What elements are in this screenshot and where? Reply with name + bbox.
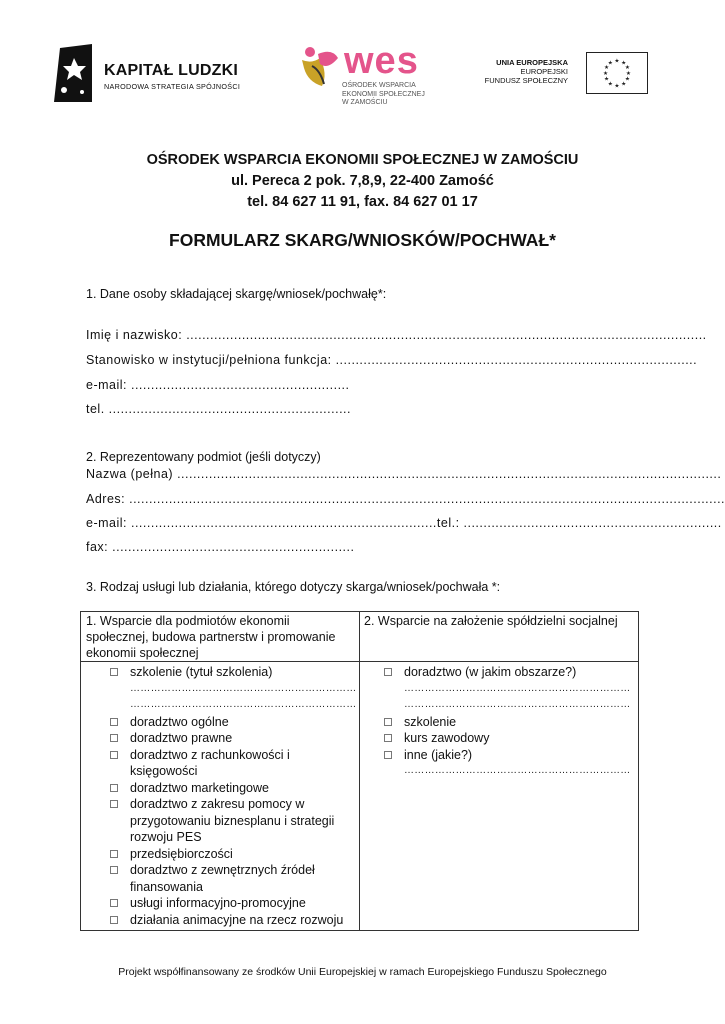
checklist-item-label: doradztwo marketingowe xyxy=(130,780,269,795)
svg-text:★: ★ xyxy=(603,70,609,77)
wes-sub-line: OŚRODEK WSPARCIA xyxy=(342,82,416,89)
org-address: ul. Pereca 2 pok. 7,8,9, 22-400 Zamość xyxy=(231,173,494,189)
checklist-item-label: usługi informacyjno-promocyjne xyxy=(130,896,306,910)
eu-text-line: UNIA EUROPEJSKA xyxy=(496,58,568,67)
checkbox-icon[interactable] xyxy=(110,800,118,808)
org-name: OŚRODEK WSPARCIA EKONOMII SPOŁECZNEJ W ZAMOŚCIU xyxy=(146,152,579,168)
svg-text:★: ★ xyxy=(621,60,627,67)
eu-flag-icon xyxy=(586,52,648,94)
checklist-item-label: doradztwo z rachunkowości i xyxy=(130,747,290,762)
checklist-item[interactable] xyxy=(384,664,634,714)
footer-note: Projekt współfinansowany ze środków Unii Europejskiej w ramach Europejskiego Funduszu Społecznego xyxy=(118,966,607,978)
wes-logo-subtitle xyxy=(342,82,432,108)
section1-heading: 1. Dane osoby składającej skargę/wniosek/pochwałę*: xyxy=(86,287,387,301)
checkbox-icon[interactable] xyxy=(110,899,118,907)
svg-text:★: ★ xyxy=(614,83,620,90)
phone-field[interactable]: tel. ............................................................. xyxy=(86,402,351,416)
eu-text-line: FUNDUSZ SPOŁECZNY xyxy=(484,76,568,85)
section3-heading: 3. Rodzaj usługi lub działania, którego dotyczy skarga/wniosek/pochwała *: xyxy=(86,580,501,594)
form-title: FORMULARZ SKARG/WNIOSKÓW/POCHWAŁ* xyxy=(169,230,556,250)
checklist-item[interactable] xyxy=(384,747,634,780)
checklist-item[interactable] xyxy=(110,714,356,731)
entity-name-field[interactable]: Nazwa (pełna) ......................................................................................................................................... xyxy=(86,467,722,481)
checklist-item[interactable] xyxy=(110,747,356,780)
checklist-item-label: rozwoju PES xyxy=(130,830,202,844)
wes-sub-line: EKONOMII SPOŁECZNEJ xyxy=(342,90,425,98)
checkbox-icon[interactable] xyxy=(110,784,118,792)
checklist-fill-line[interactable]: ………………………………………………………… xyxy=(404,765,631,776)
checklist-item[interactable] xyxy=(110,895,356,912)
checklist-item-label: kurs zawodowy xyxy=(404,731,490,745)
checklist-item-label: szkolenie (tytuł szkolenia) xyxy=(130,665,273,679)
col1-header-line: 1. Wsparcie dla podmiotów ekonomii xyxy=(86,614,290,628)
checklist-fill-line[interactable]: ………………………………………………………… xyxy=(130,699,357,710)
checklist-item-label: przedsiębiorczości xyxy=(130,846,233,861)
col1-header xyxy=(86,613,354,661)
wes-logo-word: wes xyxy=(344,40,419,82)
section2-heading: 2. Reprezentowany podmiot (jeśli dotyczy) xyxy=(86,450,321,464)
checklist-item-label: działania animacyjne na rzecz rozwoju xyxy=(130,912,344,927)
svg-text:★: ★ xyxy=(624,65,631,72)
table-divider xyxy=(80,661,639,662)
checkbox-icon[interactable] xyxy=(384,718,392,726)
email-field[interactable]: e-mail: ....................................................... xyxy=(86,378,350,392)
eu-logo-text xyxy=(476,58,568,85)
checklist-item[interactable] xyxy=(110,862,356,895)
svg-text:★: ★ xyxy=(607,81,613,88)
checklist-item[interactable] xyxy=(384,714,634,731)
checklist-item[interactable] xyxy=(384,730,634,747)
eu-text-line: EUROPEJSKI xyxy=(520,67,568,76)
checklist-item[interactable] xyxy=(110,846,356,863)
checkbox-icon[interactable] xyxy=(110,850,118,858)
checkbox-icon[interactable] xyxy=(110,866,118,874)
checklist-item-label: inne (jakie?) xyxy=(404,747,473,762)
entity-address-field[interactable]: Adres: ...................................................................................................................................................... xyxy=(86,492,725,506)
svg-text:★: ★ xyxy=(625,70,631,77)
checklist-item[interactable] xyxy=(110,664,356,714)
svg-text:★: ★ xyxy=(621,81,627,88)
checklist-item-label: doradztwo (w jakim obszarze?) xyxy=(404,665,577,679)
checklist-item-label: księgowości xyxy=(130,764,198,778)
name-field[interactable]: Imię i nazwisko: ................................................................................................................................... xyxy=(86,328,707,342)
checkbox-icon[interactable] xyxy=(384,734,392,742)
checkbox-icon[interactable] xyxy=(110,751,118,759)
wes-logo-mark xyxy=(298,44,344,90)
checkbox-icon[interactable] xyxy=(384,751,392,759)
checklist-fill-line[interactable]: ………………………………………………………… xyxy=(404,682,631,694)
checklist-fill-line[interactable]: ………………………………………………………… xyxy=(404,699,631,710)
svg-text:★: ★ xyxy=(614,58,620,65)
checklist-item-label: doradztwo z zakresu pomocy w xyxy=(130,797,305,811)
col2-header: 2. Wsparcie na założenie spółdzielni socjalnej xyxy=(364,614,618,628)
col2-checklist xyxy=(384,664,634,780)
checklist-item-label: doradztwo prawne xyxy=(130,731,233,745)
kapital-ludzki-logo-mark xyxy=(52,44,94,102)
checklist-item-label: przygotowaniu biznesplanu i strategii xyxy=(130,813,335,828)
table-divider xyxy=(359,611,360,931)
checklist-item-label: finansowania xyxy=(130,879,203,894)
wes-sub-line: W ZAMOŚCIU xyxy=(342,99,388,106)
checklist-item-label: doradztwo z zewnętrznych źródeł xyxy=(130,863,315,877)
kapital-ludzki-subtitle: NARODOWA STRATEGIA SPÓJNOŚCI xyxy=(104,82,241,91)
checklist-fill-line[interactable]: ………………………………………………………… xyxy=(130,682,357,694)
svg-text:★: ★ xyxy=(624,76,631,83)
checkbox-icon[interactable] xyxy=(110,734,118,742)
svg-text:★: ★ xyxy=(607,60,613,67)
svg-text:★: ★ xyxy=(603,65,610,72)
checkbox-icon[interactable] xyxy=(384,668,392,676)
checkbox-icon[interactable] xyxy=(110,668,118,676)
checklist-item-label: doradztwo ogólne xyxy=(130,714,229,729)
checkbox-icon[interactable] xyxy=(110,916,118,924)
svg-text:★: ★ xyxy=(603,76,610,83)
checklist-item[interactable] xyxy=(110,730,356,747)
col1-checklist xyxy=(110,664,356,928)
org-phone: tel. 84 627 11 91, fax. 84 627 01 17 xyxy=(247,194,478,210)
kapital-ludzki-title: KAPITAŁ LUDZKI xyxy=(104,62,239,79)
checklist-item[interactable] xyxy=(110,780,356,797)
checklist-item[interactable] xyxy=(110,912,356,929)
entity-email-phone-field[interactable]: e-mail: .............................................................................tel.: ................................................................. xyxy=(86,516,722,530)
col1-header-line: ekonomii społecznej xyxy=(86,646,199,660)
entity-fax-field[interactable]: fax: ............................................................. xyxy=(86,540,355,554)
checklist-item-label: szkolenie xyxy=(404,714,457,729)
position-field[interactable]: Stanowisko w instytucji/pełniona funkcja: ........................................................................................... xyxy=(86,353,698,367)
checklist-item[interactable] xyxy=(110,796,356,846)
col1-header-line: społecznej, budowa partnerstw i promowanie xyxy=(86,630,336,644)
checkbox-icon[interactable] xyxy=(110,718,118,726)
